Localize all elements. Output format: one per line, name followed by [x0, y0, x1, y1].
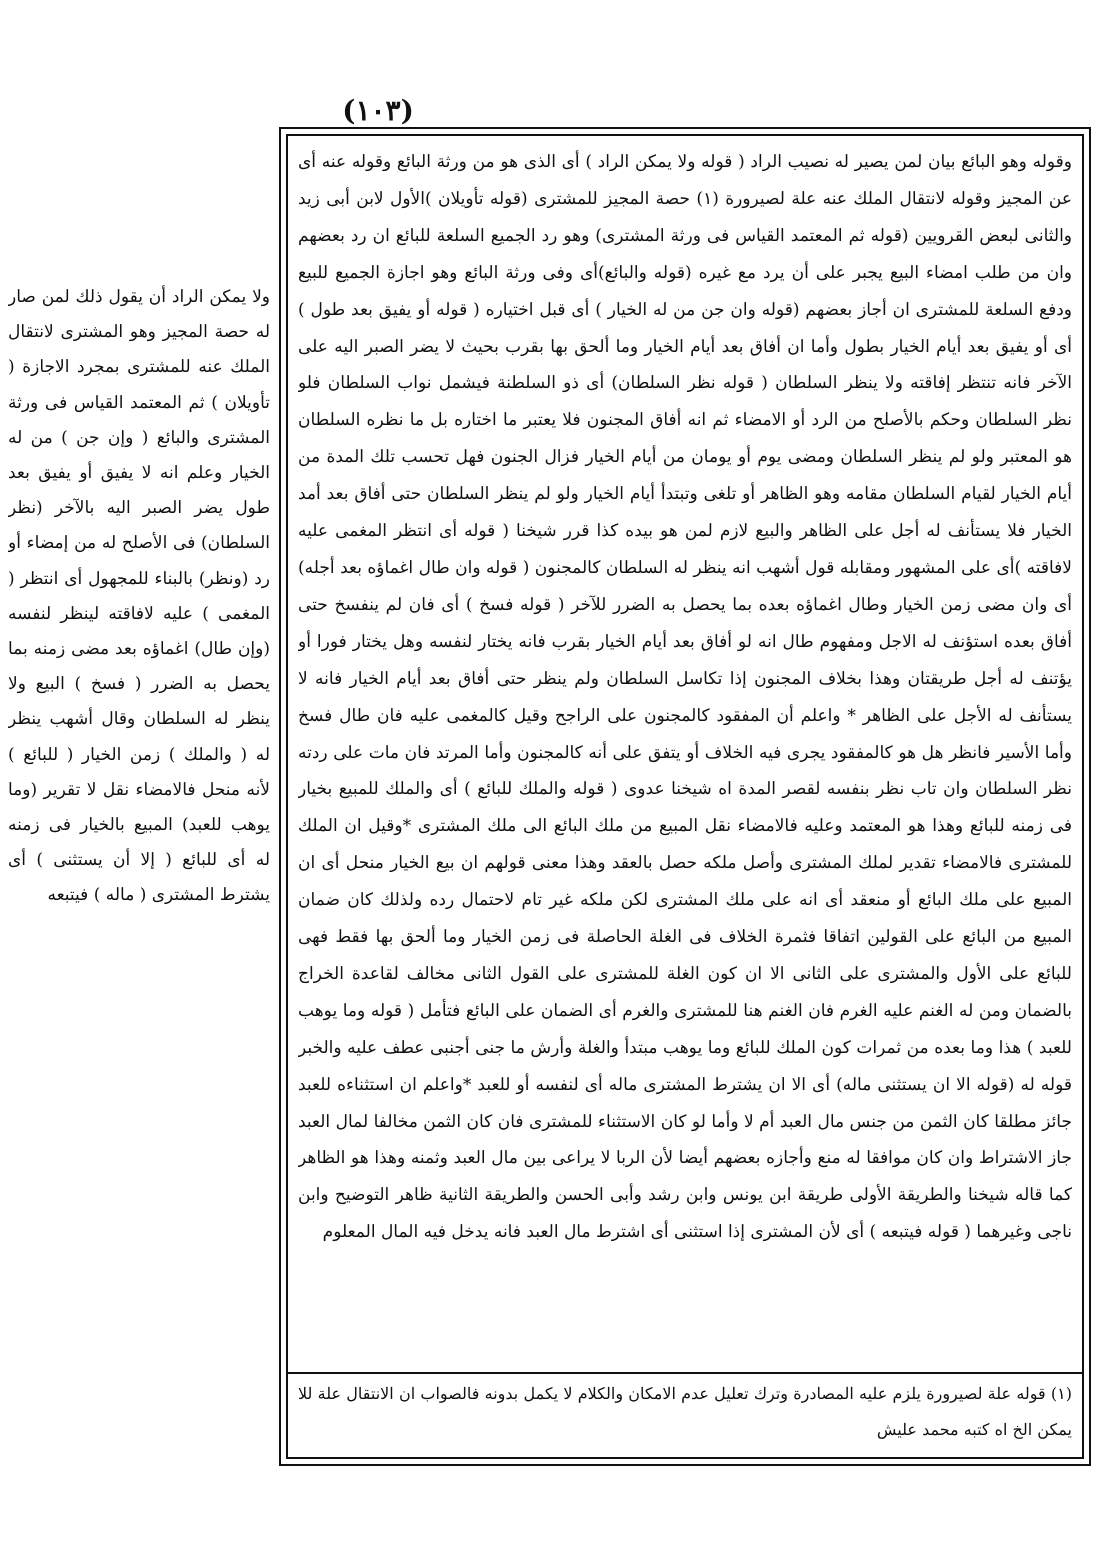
margin-commentary — [8, 280, 270, 1315]
main-frame-inner — [286, 134, 1084, 1459]
page-number: (١٠٣) — [342, 94, 414, 127]
main-commentary-text: وقوله وهو البائع بيان لمن يصير له نصيب الراد ( قوله ولا يمكن الراد ) أى الذى هو من ورثة البائع وقوله عنه أى عن المجيز وقوله لانتقال الملك عنه علة لصيرورة (١) حصة المجيز للمشترى (قوله تأويلان )الأول لابن أبى زيد والثانى لبعض القرويين (قوله ثم المعتمد القياس فى ورثة المشترى) وهو رد الجميع السلعة للبائع ان رد بعضهم وان من طلب امضاء البيع يجبر على أن يرد مع غيره (قوله والبائع)أى وفى ورثة البائع وهو اجازة الجميع للبيع ودفع السلعة للمشترى ان أجاز بعضهم (قوله وان جن من له الخيار ) أى قبل اختياره ( قوله أو يفيق بعد طول ) أى أو يفيق بعد أيام الخيار بطول وأما ان أفاق بعد أيام الخيار وما ألحق بها بقرب بحيث لا يضر الصبر اليه على الآخر فانه تنتظر إفاقته ولا ينظر السلطان ( قوله نظر السلطان) أى ذو السلطنة فيشمل نواب السلطان فلو نظر السلطان وحكم بالأصلح من الرد أو الامضاء ثم انه أفاق المجنون فلا يعتبر ما اختاره بل ما نظره السلطان هو المعتبر ولو لم ينظر السلطان ومضى يوم أو يومان من أيام الخيار فزال الجنون فهل تحسب تلك المدة من أيام الخيار لقيام السلطان مقامه وهو الظاهر أو تلغى وتبتدأ أيام الخيار ولو لم ينظر السلطان حتى أفاق بعد أمد الخيار فلا يستأنف له أجل على الظاهر والبيع لازم لمن هو بيده كذا قرر شيخنا ( قوله أى انتظر المغمى عليه لافاقته )أى على المشهور ومقابله قول أشهب انه ينظر له السلطان كالمجنون ( قوله وان طال اغماؤه بعد أجله) أى وان مضى زمن الخيار وطال اغماؤه بعده بما يحصل به الضرر للآخر ( قوله فسخ ) أى فان لم ينفسخ حتى أفاق بعده استؤنف له الاجل ومفهوم طال انه لو أفاق بعد أيام الخيار بقرب فانه يختار لنفسه وهل يختار فورا أو يؤتنف له أجل طريقتان وهذا بخلاف المجنون إذا تكاسل السلطان ولم ينظر حتى أفاق بعد أيام الخيار فانه لا يستأنف له الأجل على الظاهر * واعلم أن المفقود كالمجنون على الراجح وقيل كالمغمى عليه فان طال فسخ وأما الأسير فانظر هل هو كالمفقود يجرى فيه الخلاف أو يتفق على أنه كالمجنون وأما المرتد فان مات على ردته نظر السلطان وان تاب نظر بنفسه لقصر المدة اه شيخنا عدوى ( قوله والملك للبائع ) أى والملك للمبيع بخيار فى زمنه للبائع وهذا هو المعتمد وعليه فالامضاء نقل المبيع من ملك البائع الى ملك المشترى *وقيل ان الملك للمشترى فالامضاء تقدير لملك المشترى وأصل ملكه حصل بالعقد وهذا معنى قولهم ان بيع الخيار منحل أى ان المبيع على ملك البائع أو منعقد أى انه على ملك المشترى لكن ملكه غير تام لاحتمال رده ولذلك كان ضمان المبيع من البائع على القولين اتفاقا فثمرة الخلاف فى الغلة الحاصلة فى زمن الخيار وما ألحق بها فقط فهى للبائع على الأول والمشترى على الثانى الا ان كون الغلة للمشترى على القول الثانى مخالف لقاعدة الخراج بالضمان ومن له الغنم عليه الغرم فان الغنم هنا للمشترى والغرم أى الضمان على البائع فتأمل ( قوله وما يوهب للعبد ) هذا وما بعده من ثمرات كون الملك للبائع وما يوهب مبتدأ والغلة وأرش ما جنى أجنبى عطف عليه والخبر قوله له (قوله الا ان يستثنى ماله) أى الا ان يشترط المشترى ماله أى لنفسه أو للعبد *واعلم ان استثناءه للعبد جائز مطلقا كان الثمن من جنس مال العبد أم لا وأما لو كان الاستثناء للمشترى فان كان الثمن مخالفا لمال العبد جاز الاشتراط وان كان موافقا له منع وأجازه بعضهم أيضا لأن الربا لا يراعى بين مال العبد وثمنه وهذا هو الظاهر كما قاله شيخنا والطريقة الأولى طريقة ابن يونس وابن رشد وأبى الحسن والطريقة الثانية ظاهر التوضيح وابن ناجى وغيرهما ( قوله فيتبعه ) أى لأن المشترى إذا استثنى أى اشترط مال العبد فانه يدخل فيه المال المعلوم — [298, 152, 1072, 1243]
footnote-text: (١) قوله علة لصيرورة يلزم عليه المصادرة وترك تعليل عدم الامكان والكلام لا يكمل بدونه فالصواب ان الانتقال علة للا يمكن الخ اه كتبه محمد عليش — [298, 1384, 1072, 1439]
margin-text: ولا يمكن الراد أن يقول ذلك لمن صار له حصة المجيز وهو المشترى لانتقال الملك عنه للمشترى بمجرد الاجازة ( تأويلان ) ثم المعتمد القياس فى ورثة المشترى والبائع ( وإن جن ) من له الخيار وعلم انه لا يفيق أو يفيق بعد طول يضر الصبر اليه بالآخر (نظر السلطان) فى الأصلح له من إمضاء أو رد (ونظر) بالبناء للمجهول أى انتظر ( المغمى ) عليه لافاقته لينظر لنفسه (وإن طال) اغماؤه بعد مضى زمنه بما يحصل به الضرر ( فسخ ) البيع ولا ينظر له السلطان وقال أشهب ينظر له ( والملك ) زمن الخيار ( للبائع ) لأنه منحل فالامضاء نقل لا تقرير (وما يوهب للعبد) المبيع بالخيار فى زمنه له أى للبائع ( إلا أن يستثنى ) أى يشترط المشترى ( ماله ) فيتبعه — [8, 287, 270, 906]
main-frame — [279, 127, 1091, 1466]
footnote-divider — [288, 1372, 1082, 1374]
